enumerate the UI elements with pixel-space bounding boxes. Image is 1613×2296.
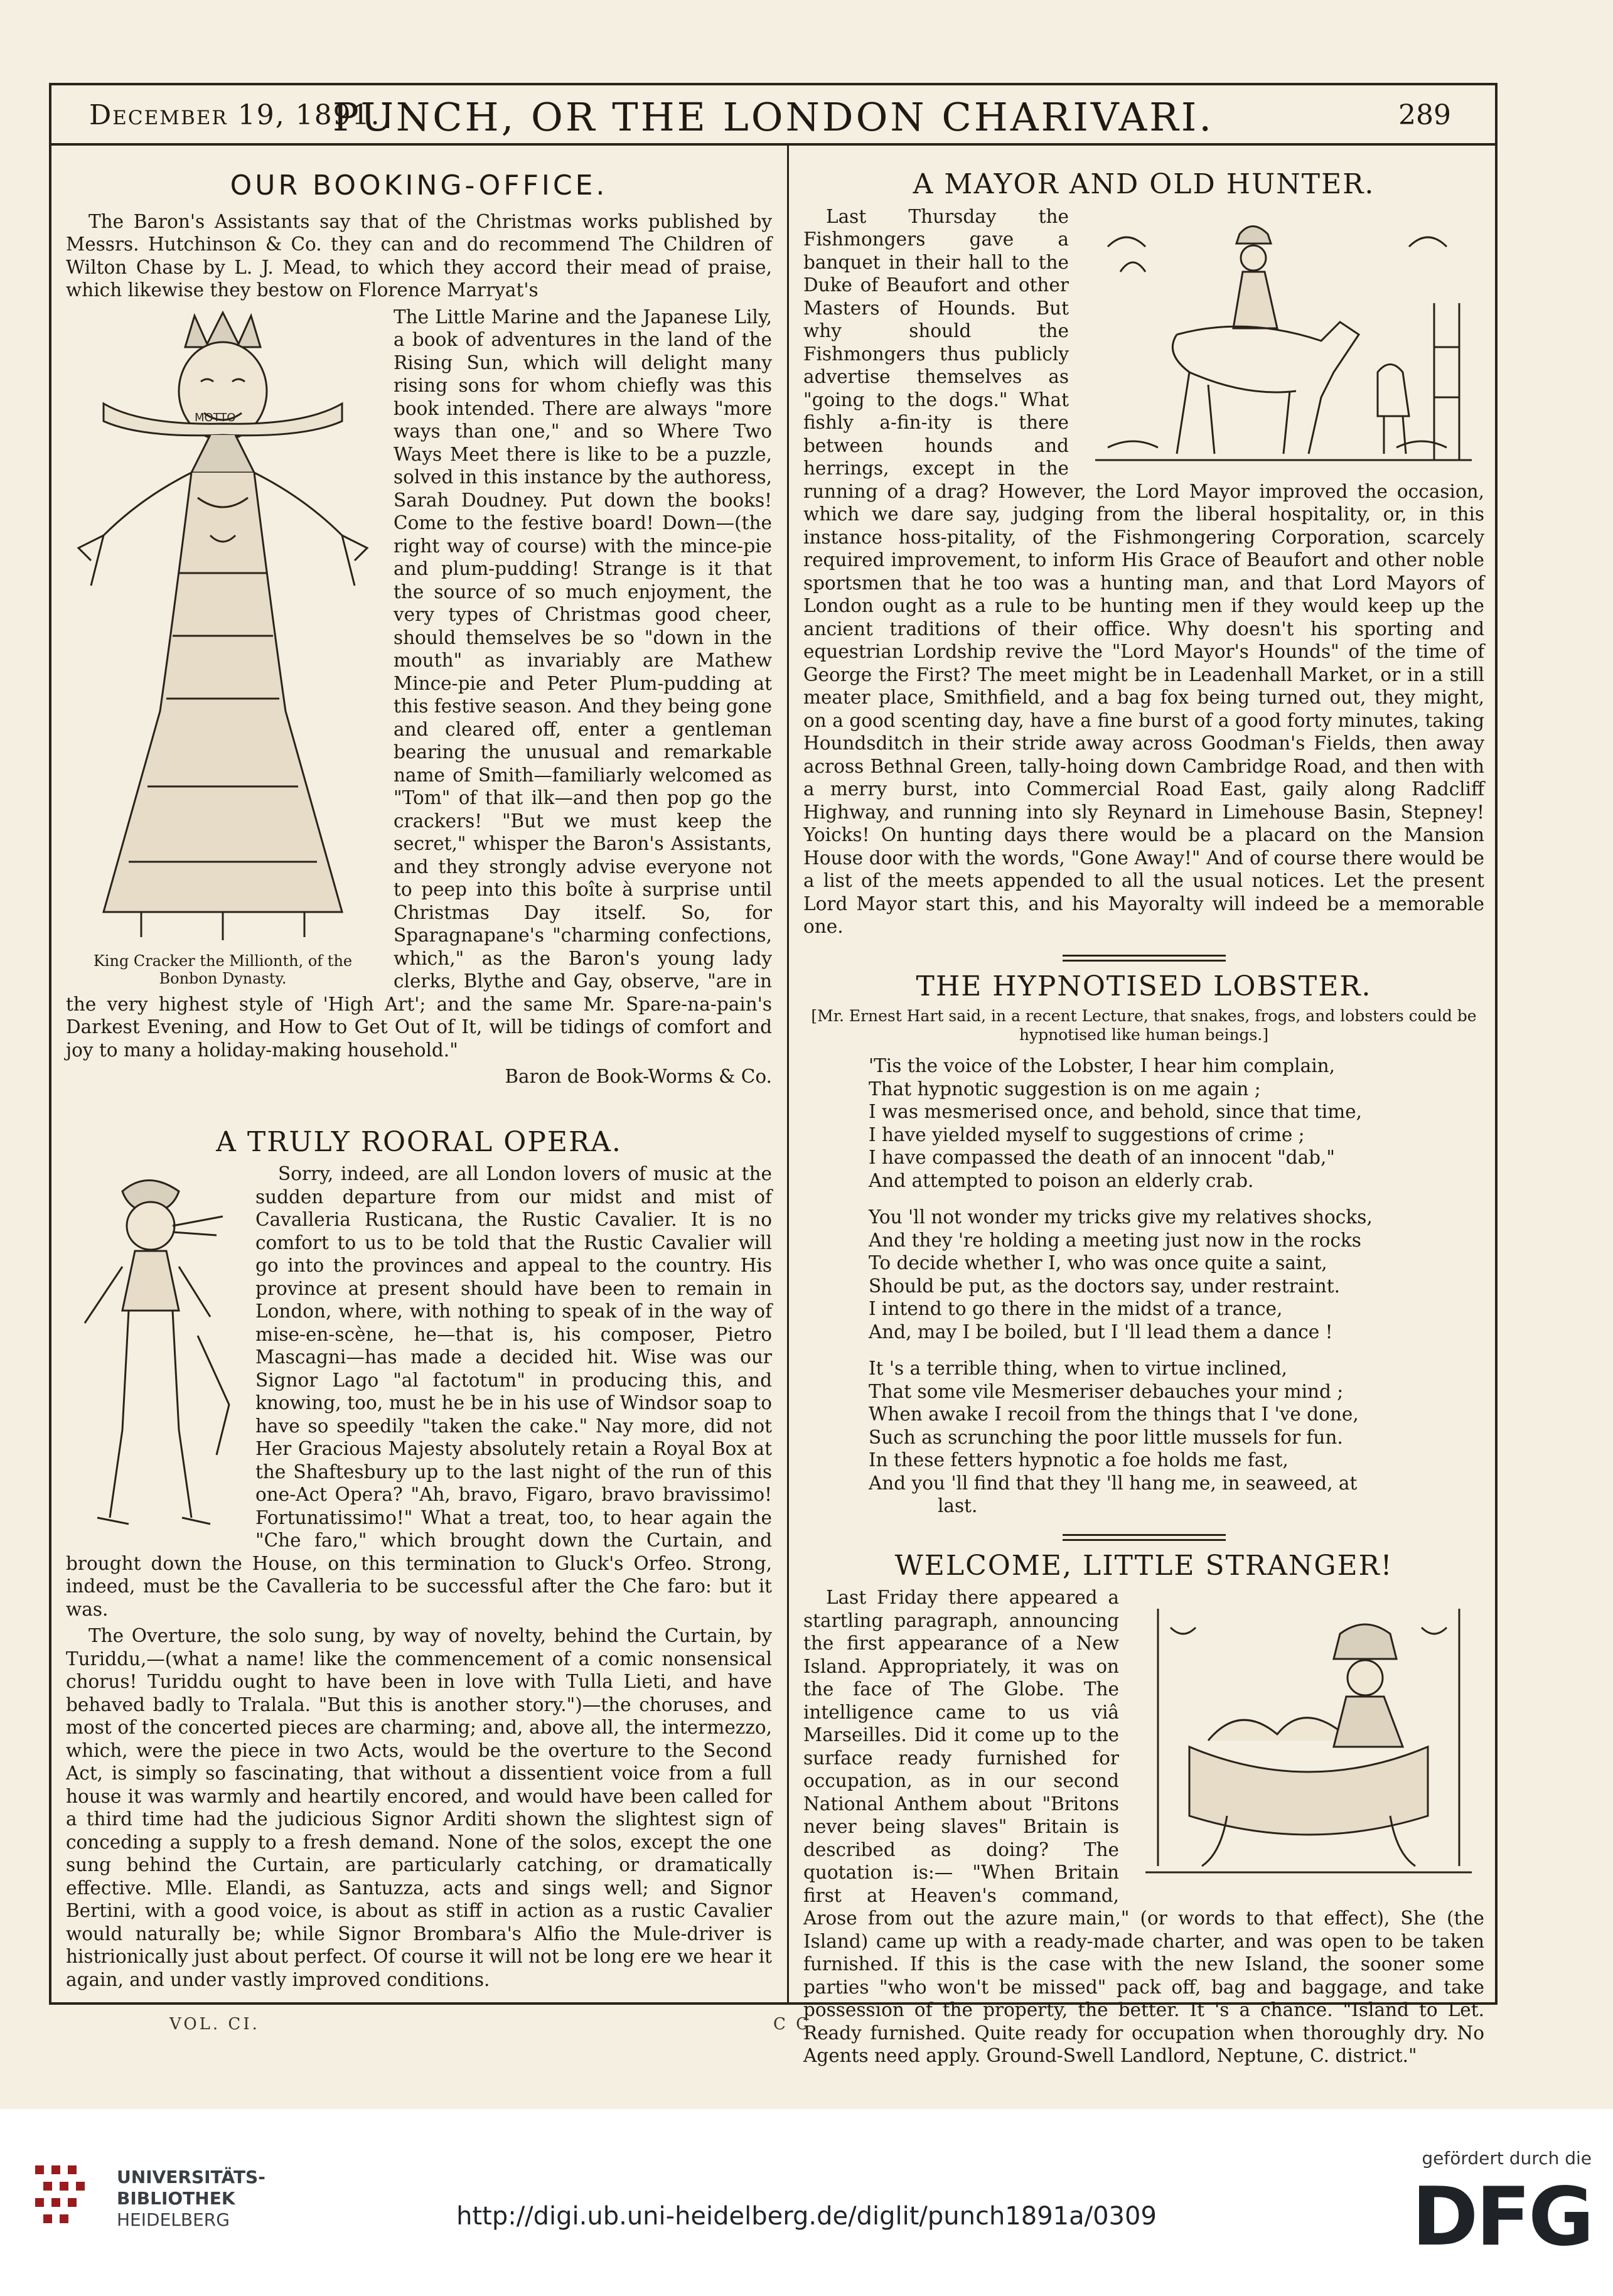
poem-line: I was mesmerised once, and behold, since that time, [869, 1101, 1362, 1122]
island-cradle-illustration [1133, 1590, 1484, 1885]
lobster-stanza-3 [869, 1357, 1484, 1518]
rustic-cavalier-illustration [66, 1166, 242, 1543]
dfg-logo: DFG [1412, 2170, 1592, 2264]
section-divider-1 [1063, 955, 1226, 962]
library-line-3: HEIDELBERG [117, 2209, 230, 2230]
header-page-number: 289 [1398, 99, 1451, 131]
poem-line: That hypnotic suggestion is on me again ; [869, 1078, 1261, 1100]
king-cracker-figure [66, 309, 380, 987]
island-figure [1133, 1590, 1484, 1885]
poem-line: In these fetters hypnotic a foe holds me fast, [869, 1449, 1289, 1471]
funding-note: gefördert durch die [1422, 2148, 1592, 2169]
poem-line: And you 'll find that they 'll hang me, in seaweed, at [869, 1472, 1358, 1494]
poem-line: Should be put, as the doctors say, under restraint. [869, 1275, 1341, 1297]
poem-line: I have yielded myself to suggestions of crime ; [869, 1124, 1305, 1145]
poem-line: I have compassed the death of an innocent "dab," [869, 1147, 1335, 1168]
poem-line: When awake I recoil from the things that I 've done, [869, 1403, 1359, 1425]
digitization-banner [0, 2109, 1613, 2296]
figure-motto-text: MOTTO [195, 410, 236, 424]
lobster-stanza-1 [869, 1054, 1484, 1192]
footer-signature-mark: C C [773, 2015, 812, 2034]
mayor-hunter-text: Last Thursday the Fishmongers gave a banquet in their hall to the Duke of Beaufort and other Masters of Hounds. But why should the Fishmongers thus publicly advertise themselves as "going to the dogs." What fishly a-fin-ity is there between hounds and herrings, except in the running of a drag? However, the Lord Mayor improved the occasion, which we dare say, judging from the liberal hospitality, or, in this instance hoss-pitality, of the Fishmongering Corporation, scarcely required improvement, to inform His Grace of Beaufort and other noble sportsmen that he too was a hunting man, and that Lord Mayors of London ought as a rule to be hunting men if they would keep up the ancient traditions of their office. Why doesn't his sporting and equestrian Lordship revive the "Lord Mayor's Hounds" of the time of George the First? The meet might be in Leadenhall Market, or in a still meater place, Smithfield, and a bag fox being turned out, they might, on a good scenting day, have a fine burst of a good forty minutes, taking Houndsditch in their stride away across Goodman's Fields, then away across Bethnal Green, tally-hoing down Cambridge Road, and then with a merry burst, into Commercial Road East, gaily along Radcliff Highway, and running into sly Reynard in Limehouse Basin, Stepney! Yoicks! On hunting days there would be a placard on the Mansion House door with the words, "Gone Away!" And of course there would be a list of the meets appended to all the usual notices. Let the present Lord Mayor start this, and his Mayoralty will indeed be a memorable one. [803, 205, 1484, 937]
poem-line: And they 're holding a meeting just now in the rocks [869, 1229, 1361, 1251]
right-column [803, 157, 1484, 2071]
poem-line: You 'll not wonder my tricks give my relatives shocks, [869, 1206, 1373, 1228]
lobster-stanza-2 [869, 1206, 1484, 1343]
permalink-url[interactable]: http://digi.ub.uni-heidelberg.de/diglit/punch1891a/0309 [456, 2202, 1157, 2231]
king-cracker-caption: King Cracker the Millionth, of the Bonbon Dynasty. [93, 952, 353, 987]
king-cracker-illustration [66, 309, 380, 950]
rooral-opera-p2: The Overture, the solo sung, by way of novelty, behind the Curtain, by Turiddu,—(what a name! like the commencement of a comic nonsensical chorus! Turiddu ought to have been in love with Tulla Lieti, and have behaved badly to Tralala. "But this is another story.")—the choruses, and most of the concerted pieces are charming; and, above all, the intermezzo, which, were the piece in two Acts, would be the overture to the Second Act, is simply so fascinating, that without a dissentient voice from a full house it was warmly and heartily encored, and would have been called for a third time had the judicious Signor Arditi shown the slightest sign of conceding a supply to a fresh demand. None of the solos, except the one sung behind the Curtain, are particularly catching, or dramatically effective. Mlle. Elandi, as Santuzza, acts and sings well; and Signor Bertini, with a good voice, is about as stiff in action as a rustic Cavalier would naturally be; while Signor Brombara's Alfio the Mule-driver is histrionically just about perfect. Of course it will not be long ere we hear it again, and under vastly improved conditions. [66, 1625, 772, 1990]
huntsman-on-horse-illustration [1083, 209, 1484, 473]
library-line-2: BIBLIOTHEK [117, 2188, 235, 2209]
header-date: December 19, 1891.] [89, 99, 393, 131]
booking-office-signature: Baron de Book-Worms & Co. [505, 1066, 772, 1087]
booking-office-heading: OUR BOOKING-OFFICE. [230, 169, 608, 201]
poem-line: Such as scrunching the poor little mussels for fun. [869, 1426, 1343, 1448]
stranger-heading: WELCOME, LITTLE STRANGER! [894, 1549, 1393, 1582]
booking-office-intro: The Baron's Assistants say that of the Christmas works published by Messrs. Hutchinson & Co. they can and do recommend The Children of Wilton Chase by L. J. Mead, to which they accord their mead of praise, which likewise they bestow on Florence Marryat's [66, 210, 772, 301]
lobster-heading: THE HYPNOTISED LOBSTER. [916, 970, 1372, 1002]
mayor-hunter-heading: A MAYOR AND OLD HUNTER. [913, 168, 1375, 200]
section-divider-2 [1063, 1534, 1226, 1541]
huntsman-figure [1083, 209, 1484, 473]
rooral-opera-heading: A TRULY ROORAL OPERA. [216, 1125, 622, 1158]
running-header [51, 85, 1495, 146]
university-library-logo [23, 2153, 117, 2247]
header-title: PUNCH, OR THE LONDON CHARIVARI. [332, 94, 1214, 140]
poem-line: 'Tis the voice of the Lobster, I hear him complain, [869, 1055, 1336, 1076]
poem-line: I intend to go there in the midst of a trance, [869, 1298, 1283, 1319]
poem-line: last. [938, 1495, 978, 1516]
footer-volume: VOL. CI. [169, 2015, 260, 2034]
library-line-1: UNIVERSITÄTS- [117, 2167, 265, 2187]
column-divider [787, 146, 789, 2004]
booking-office-body: The Little Marine and the Japanese Lily, a book of adventures in the land of the Rising Sun, which will delight many rising sons for whom chiefly was this book intended. There are always "more ways than one," and so Where Two Ways Meet there is like to be a puzzle, solved in this instance by the authoress, Sarah Doudney. Put down the books! Come to the festive board! Down—(the right way of course) with the mince-pie and plum-pudding! Strange is it that the source of so much enjoyment, the very types of Christmas good cheer, should themselves be so "down in the mouth" as invariably are Mathew Mince-pie and Peter Plum-pudding at this festive season. And they being gone and cleared off, enter a gentleman bearing the unusual and remarkable name of Smith—familiarly welcomed as "Tom" of that ilk—and then pop go the crackers! "But we must keep the secret," whisper the Baron's Assistants, and they strongly advise everyone not to peep into this boîte à surprise until Christmas Day itself. So, for Sparagnapane's "charming confections, which," as the Baron's young lady clerks, Blythe and Gay, observe, "are in the very highest style of 'High Art'; and the same Mr. Spare-na-pain's Darkest Evening, and How to Get Out of It, will be tidings of comfort and joy to many a holiday-making household." [66, 306, 773, 1061]
left-column [66, 157, 772, 1995]
cavalier-figure [66, 1166, 242, 1543]
poem-line: That some vile Mesmeriser debauches your mind ; [869, 1380, 1344, 1402]
poem-line: It 's a terrible thing, when to virtue inclined, [869, 1358, 1288, 1379]
poem-line: And attempted to poison an elderly crab. [869, 1169, 1254, 1191]
lobster-editorial-note: [Mr. Ernest Hart said, in a recent Lecture, that snakes, frogs, and lobsters could be hypnotised like human beings.] [811, 1007, 1477, 1044]
poem-line: And, may I be boiled, but I 'll lead them a dance ! [869, 1321, 1333, 1343]
rooral-opera-p1: Sorry, indeed, are all London lovers of music at the sudden departure from our midst and mist of Cavalleria Rusticana, the Rustic Cavalier. It is no comfort to us to be told that the Rustic Cavalier will go into the provinces and appeal to the country. His province at present should have been to remain in London, where, with nothing to speak of in the way of mise-en-scène, he—that is, his composer, Pietro Mascagni—has made a decided hit. Wise was our Signor Lago "al factotum" in producing this, and knowing, too, must he be in his use of Windsor soap to have so speedily "taken the cake." Nay more, did not Her Gracious Majesty absolutely retain a Royal Box at the Shaftesbury up to the last night of the run of this one-Act Opera? "Ah, bravo, Figaro, bravo bravissimo! Fortunatissimo!" What a treat, too, to hear again the "Che faro," which brought down the Curtain, and brought down the House, on this termination to Gluck's Orfeo. Strong, indeed, must be the Cavalleria to be successful after the Che faro: but it was. [66, 1163, 772, 1620]
stranger-text: Last Friday there appeared a startling paragraph, announcing the first appearance of a New Island. Appropriately, it was on the face of The Globe. The intelligence came to us viâ Marseilles. Did it come up to the surface ready furnished for occupation, as in our second National Anthem about "Britons never being slaves" Britain is described as doing? The quotation is:— "When Britain first at Heaven's command, Arose from out the azure main," (or words to that effect), She (the Island) came up with a ready-made charter, and was open to be taken furnished. If this is the case with the new Island, the sooner some parties "who won't be missed" pack off, bag and baggage, and take possession of the property, the better. It 's a chance. "Island to Let. Ready furnished. Quite ready for occupation when thoroughly dry. No Agents need apply. Ground-Swell Landlord, Neptune, C. district." [803, 1587, 1484, 2066]
poem-line: To decide whether I, who was once quite a saint, [869, 1252, 1327, 1274]
